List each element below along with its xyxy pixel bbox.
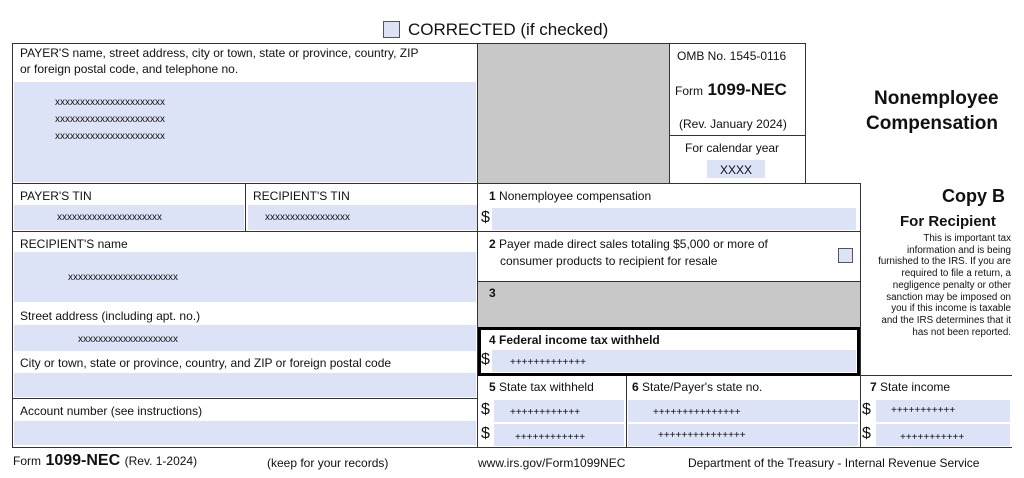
box5-dollar-2: $ [481,425,490,442]
city-field[interactable] [14,373,476,397]
box4-value: +++++++++++++ [510,357,586,368]
footer-form-id: Form 1099-NEC (Rev. 1-2024) [13,452,198,469]
omb-number: OMB No. 1545-0116 [677,49,787,63]
recipient-tin-value: xxxxxxxxxxxxxxxxx [265,212,350,223]
box4-label: 4 Federal income tax withheld [489,333,660,347]
corrected-label: CORRECTED (if checked) [408,20,609,39]
payer-label-1: PAYER'S name, street address, city or town, state or province, country, ZIP [20,46,419,60]
account-field[interactable] [14,421,476,445]
title-line-2: Compensation [866,113,998,134]
box7-label: 7 State income [870,380,951,394]
box5-value-2: ++++++++++++ [515,432,586,443]
shaded-area-top [478,44,669,184]
corrected-checkbox[interactable] [383,21,400,38]
copy-for: For Recipient [900,213,996,230]
box1-label: 1 Nonemployee compensation [489,189,652,203]
payer-line-1: xxxxxxxxxxxxxxxxxxxxxx [55,97,165,108]
payer-line-3: xxxxxxxxxxxxxxxxxxxxxx [55,131,165,142]
box1-dollar: $ [481,209,490,226]
box1-field[interactable] [492,208,856,230]
footer-keep: (keep for your records) [267,456,389,470]
copy-heading: Copy B [942,186,1005,206]
street-value: xxxxxxxxxxxxxxxxxxxx [78,334,178,345]
box7-dollar-1: $ [862,401,871,418]
box5-label: 5 State tax withheld [489,380,594,394]
street-label: Street address (including apt. no.) [20,309,201,323]
box7-value-2: +++++++++++ [900,432,965,443]
box3-label: 3 [489,286,496,300]
recipient-name-value: xxxxxxxxxxxxxxxxxxxxxx [68,272,178,283]
box7-dollar-2: $ [862,425,871,442]
copy-notice: This is important tax information and is being furnished to the IRS. If you are required to file a return, a negligence penalty or other sanction may be imposed on you if this income is taxable and the IRS determines that it has not been reported. [878,233,1011,338]
box2-label-1: 2 Payer made direct sales totaling $5,000 or more of [489,237,768,251]
box2-checkbox[interactable] [838,248,853,263]
box7-value-1: +++++++++++ [891,405,956,416]
payer-tin-value: xxxxxxxxxxxxxxxxxxxxx [57,212,162,223]
calendar-year-label: For calendar year [685,141,780,155]
box6-value-1: +++++++++++++++ [653,407,741,418]
recipient-name-label: RECIPIENT'S name [20,237,128,251]
payer-label-2: or foreign postal code, and telephone no. [20,62,239,76]
box4-dollar: $ [481,351,490,368]
account-label: Account number (see instructions) [20,404,203,418]
form-name: 1099-NEC [707,80,787,99]
payer-tin-label: PAYER'S TIN [20,189,92,203]
footer-url[interactable]: www.irs.gov/Form1099NEC [478,456,626,470]
box6-value-2: +++++++++++++++ [658,430,746,441]
box3-shaded [478,281,860,327]
box5-value-1: ++++++++++++ [510,407,581,418]
box5-dollar-1: $ [481,401,490,418]
form-id [675,80,787,100]
payer-line-2: xxxxxxxxxxxxxxxxxxxxxx [55,114,165,125]
calendar-year-value: XXXX [720,163,753,177]
title-line-1: Nonemployee [874,88,999,109]
city-label: City or town, state or province, country, and ZIP or foreign postal code [20,356,392,370]
form-rev: (Rev. January 2024) [679,117,787,131]
form-prefix: Form [675,84,703,98]
recipient-tin-label: RECIPIENT'S TIN [253,189,350,203]
box2-label-2: consumer products to recipient for resale [500,254,718,268]
footer-dept: Department of the Treasury - Internal Revenue Service [688,456,980,470]
box6-label: 6 State/Payer's state no. [632,380,763,394]
